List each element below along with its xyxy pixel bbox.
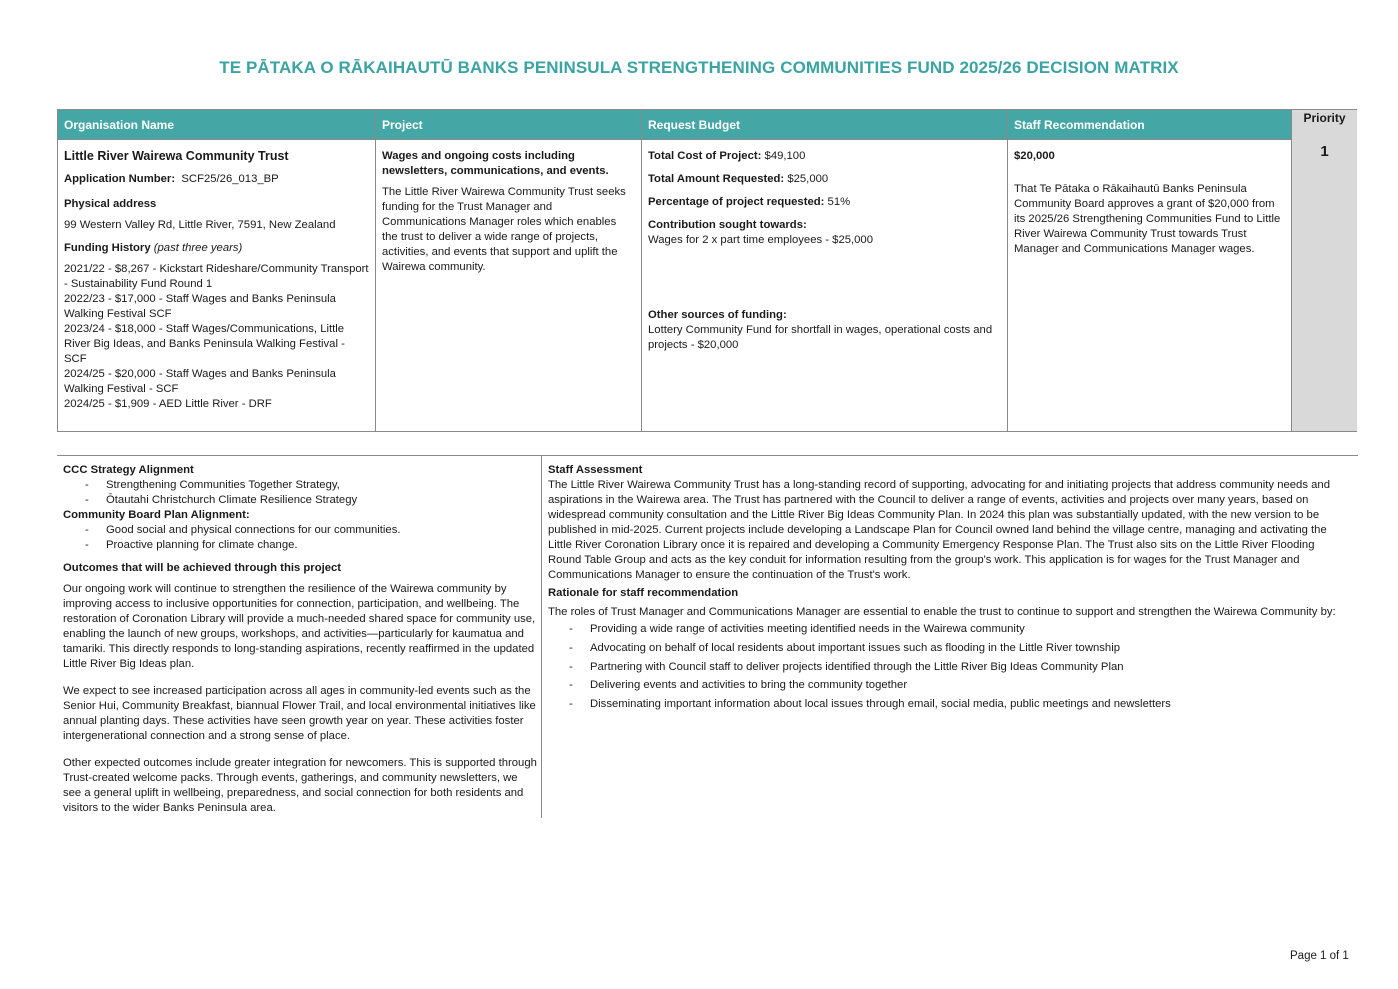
project-column	[376, 110, 642, 431]
total-requested-value: $25,000	[787, 173, 829, 185]
project-header: Project	[376, 110, 641, 140]
recommendation-column	[1008, 110, 1292, 431]
percentage-requested	[648, 195, 1001, 210]
funding-history-item: 2024/25 - $20,000 - Staff Wages and Banks Peninsula Walking Festival - SCF	[64, 368, 336, 395]
ccc-strategy-list	[63, 478, 537, 508]
ccc-strategy-label: CCC Strategy Alignment	[63, 464, 194, 476]
page-title: TE PĀTAKA O RĀKAIHAUTŪ BANKS PENINSULA STRENGTHENING COMMUNITIES FUND 2025/26 DECISION MATRIX	[219, 58, 1179, 77]
funding-history-item: 2023/24 - $18,000 - Staff Wages/Communications, Little River Big Ideas, and Banks Peninsula Walking Festival - SCF	[64, 323, 345, 365]
rationale-label: Rationale for staff recommendation	[548, 587, 739, 599]
list-item: - Good social and physical connections for our communities.	[63, 523, 537, 538]
funding-history-item: 2024/25 - $1,909 - AED Little River - DRF	[64, 398, 272, 410]
application-number-value: SCF25/26_013_BP	[181, 173, 279, 185]
budget-header: Request Budget	[642, 110, 1007, 140]
decision-matrix-table	[57, 109, 1357, 432]
recommendation-text: That Te Pātaka o Rākaihautū Banks Peninsula Community Board approves a grant of $20,000 from its 2025/26 Strengthening Communities Fund to Little River Wairewa Community Trust towards Trust Manager and Communications Manager wages.	[1014, 183, 1281, 255]
priority-value: 1	[1320, 143, 1329, 160]
total-requested	[648, 172, 1001, 187]
priority-header: Priority	[1292, 110, 1357, 140]
assessment-section	[548, 463, 1348, 716]
board-plan-list	[63, 523, 537, 553]
organisation-name: Little River Wairewa Community Trust	[64, 149, 289, 163]
funding-history-heading	[64, 241, 369, 256]
funding-history-note: (past three years)	[153, 242, 243, 254]
outcomes-paragraph: We expect to see increased participation across all ages in community-led events such as the Senior Hui, Community Breakfast, biannual Flower Trail, and local environmental initiatives like annual planting days. These activities have seen growth year on year. These activities foster intergenerational connection and a strong sense of place.	[63, 685, 536, 742]
other-sources-label: Other sources of funding:	[648, 309, 787, 321]
list-item: - Disseminating important information about local issues through email, social media, public meetings and newsletters	[548, 697, 1348, 712]
physical-address-label: Physical address	[64, 198, 157, 210]
budget-column	[642, 110, 1008, 431]
recommended-amount: $20,000	[1014, 150, 1055, 162]
outcomes-label: Outcomes that will be achieved through this project	[63, 562, 342, 574]
priority-column	[1292, 110, 1357, 431]
list-item: - Providing a wide range of activities meeting identified needs in the Wairewa community	[548, 622, 1348, 637]
contribution-value: Wages for 2 x part time employees - $25,000	[648, 234, 873, 246]
recommendation-header: Staff Recommendation	[1008, 110, 1291, 140]
list-item: - Proactive planning for climate change.	[63, 538, 537, 553]
list-item: - Ōtautahi Christchurch Climate Resilience Strategy	[63, 493, 537, 508]
organisation-column	[58, 110, 376, 431]
funding-history-label: Funding History	[64, 242, 151, 254]
contribution-label: Contribution sought towards:	[648, 219, 807, 231]
outcomes-paragraph: Our ongoing work will continue to strengthen the resilience of the Wairewa community by improving access to inclusive opportunities for connection, participation, and wellbeing. The restoration of Coronation Library will provide a much-needed shared space for community use, enabling the launch of new groups, workshops, and activities—particularly for kaumatua and tamariki. This directly responds to long-standing aspirations, recently reaffirmed in the updated Little River Big Ideas plan.	[63, 583, 536, 670]
other-sources-value: Lottery Community Fund for shortfall in wages, operational costs and projects - $20,000	[648, 324, 993, 351]
total-cost-value: $49,100	[764, 150, 806, 162]
physical-address: 99 Western Valley Rd, Little River, 7591, New Zealand	[64, 219, 336, 231]
section-divider	[57, 455, 1358, 456]
total-cost-label: Total Cost of Project:	[648, 150, 762, 162]
application-number	[64, 172, 369, 187]
rationale-intro: The roles of Trust Manager and Communications Manager are essential to enable the trust to continue to support and strengthen the Wairewa Community by:	[548, 606, 1336, 618]
list-item: - Strengthening Communities Together Strategy,	[63, 478, 537, 493]
staff-assessment-text: The Little River Wairewa Community Trust has a long-standing record of supporting, advocating for and initiating projects that address community needs and aspirations in the Wairewa area. The Trust has partnered with the Council to deliver a range of events, activities and projects over many years, based on widespread community consultation and the Little River Big Ideas Community Plan. In 2024 this plan was substantially updated, with the new version to be published in mid-2025. Current projects include developing a Landscape Plan for Council owned land behind the village centre, managing and activating the Little River Coronation Library once it is repaired and developing a Community Emergency Response Plan. The Trust also sits on the Little River Flooding Round Table Group and acts as the key conduit for information resulting from the group's work. This application is for wages for the Trust Manager and Communications Manager to ensure the continuation of the Trust's work.	[548, 479, 1330, 581]
organisation-header: Organisation Name	[58, 110, 375, 140]
total-requested-label: Total Amount Requested:	[648, 173, 785, 185]
rationale-list	[548, 622, 1348, 712]
list-item: - Advocating on behalf of local residents about important issues such as flooding in the Little River township	[548, 641, 1348, 656]
application-number-label: Application Number:	[64, 173, 176, 185]
total-cost	[648, 149, 1001, 164]
percentage-label: Percentage of project requested:	[648, 196, 825, 208]
board-plan-label: Community Board Plan Alignment:	[63, 509, 250, 521]
list-item: - Partnering with Council staff to deliver projects identified through the Little River Big Ideas Community Plan	[548, 660, 1348, 675]
funding-history-item: 2021/22 - $8,267 - Kickstart Rideshare/Community Transport - Sustainability Fund Round 1	[64, 263, 369, 290]
percentage-value: 51%	[827, 196, 851, 208]
outcomes-paragraph: Other expected outcomes include greater integration for newcomers. This is supported through Trust-created welcome packs. Through events, gatherings, and community newsletters, we see a general uplift in wellbeing, preparedness, and social connection for both residents and visitors to the wider Banks Peninsula area.	[63, 757, 537, 814]
column-divider	[541, 456, 542, 818]
page-number: Page 1 of 1	[1290, 950, 1349, 962]
project-heading: Wages and ongoing costs including newsletters, communications, and events.	[382, 150, 609, 177]
project-description: The Little River Wairewa Community Trust seeks funding for the Trust Manager and Communications Manager roles which enables the trust to deliver a wide range of projects, activities, and events that support and uplift the Wairewa community.	[382, 186, 626, 273]
staff-assessment-label: Staff Assessment	[548, 464, 643, 476]
strategy-section	[63, 463, 537, 816]
funding-history-item: 2022/23 - $17,000 - Staff Wages and Banks Peninsula Walking Festival SCF	[64, 293, 336, 320]
list-item: - Delivering events and activities to bring the community together	[548, 678, 1348, 693]
